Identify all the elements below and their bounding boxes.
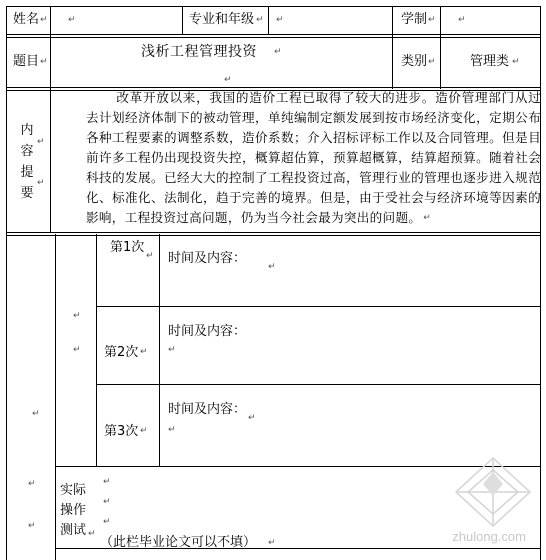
rule xyxy=(6,6,7,560)
building-logo-icon xyxy=(448,450,538,540)
paragraph-mark-icon: ↵ xyxy=(28,479,36,489)
paragraph-mark-icon: ↵ xyxy=(103,497,111,507)
practice-note: （此栏毕业论文可以不填） xyxy=(100,535,257,550)
paragraph-mark-icon: ↵ xyxy=(140,426,148,436)
paragraph-mark-icon: ↵ xyxy=(168,345,176,355)
topic-value[interactable]: 浅析工程管理投资 xyxy=(141,44,257,60)
session-3-label: 第3次 xyxy=(104,424,139,439)
paragraph-mark-icon: ↵ xyxy=(88,529,96,539)
system-field[interactable] xyxy=(441,7,540,34)
paragraph-mark-icon: ↵ xyxy=(428,15,436,25)
summary-text: 改革开放以来，我国的造价工程已取得了较大的进步。造价管理部门从过去计划经济体制下的被动管理，单纯编制定额发展到按市场经济变化，定期公布各种工程要素的调整系数，造价系数；介入招标评标工作以及合同管理。但是目前许多工程仍出现投资失控，概算超估算，预算超概算，结算超预算。随着社会科技的发展。已经大大的控制了工程投资过高，管理行业的管理也逐步进入规范化、标准化、法制化，趋于完善的境界。但是，由于受社会与经济环境等因素的影响，工程投资过高问题，仍为当今社会最为突出的问题。 xyxy=(86,90,541,225)
paragraph-mark-icon: ↵ xyxy=(168,425,176,435)
watermark-text: zhulong.com xyxy=(452,529,526,544)
paragraph-mark-icon: ↵ xyxy=(40,15,48,25)
paragraph-mark-icon: ↵ xyxy=(268,538,276,548)
session-3-content-label: 时间及内容： xyxy=(168,402,247,417)
paragraph-mark-icon: ↵ xyxy=(248,413,256,423)
paragraph-mark-icon: ↵ xyxy=(140,347,148,357)
rule xyxy=(50,6,51,232)
major-label: 专业和年级 xyxy=(189,12,255,27)
paragraph-mark-icon: ↵ xyxy=(73,345,81,355)
rule xyxy=(55,234,56,560)
paragraph-mark-icon: ↵ xyxy=(274,47,282,57)
session-2-content-label: 时间及内容： xyxy=(168,324,247,339)
session-1-label: 第1次 xyxy=(110,240,145,255)
name-field[interactable] xyxy=(51,7,182,34)
paragraph-mark-icon: ↵ xyxy=(276,15,284,25)
paragraph-mark-icon: ↵ xyxy=(40,57,48,67)
major-field[interactable] xyxy=(269,7,392,34)
paragraph-mark-icon: ↵ xyxy=(68,15,76,25)
paragraph-mark-icon: ↵ xyxy=(37,137,45,147)
paragraph-mark-icon: ↵ xyxy=(32,409,40,419)
paragraph-mark-icon: ↵ xyxy=(28,521,36,531)
paragraph-mark-icon: ↵ xyxy=(103,517,111,527)
practice-label-text: 实际操作测试 xyxy=(60,483,87,538)
paragraph-mark-icon: ↵ xyxy=(268,262,276,272)
rule xyxy=(6,34,540,38)
summary-label-text: 内容提要 xyxy=(20,123,34,201)
summary-label xyxy=(20,120,36,204)
rule xyxy=(182,6,183,34)
system-label: 学制 xyxy=(401,12,428,27)
category-label: 类别 xyxy=(401,54,428,69)
paragraph-mark-icon: ↵ xyxy=(458,15,466,25)
paragraph-mark-icon: ↵ xyxy=(256,15,264,25)
name-label: 姓名 xyxy=(13,12,40,27)
topic-label: 题目 xyxy=(13,54,40,69)
paragraph-mark-icon: ↵ xyxy=(423,213,432,223)
session-1-content-field[interactable] xyxy=(160,234,540,306)
rule xyxy=(392,6,393,89)
paragraph-mark-icon: ↵ xyxy=(512,57,520,67)
paragraph-mark-icon: ↵ xyxy=(73,311,81,321)
paragraph-mark-icon: ↵ xyxy=(37,178,45,188)
paragraph-mark-icon: ↵ xyxy=(224,75,232,85)
paragraph-mark-icon: ↵ xyxy=(146,251,154,261)
category-value[interactable]: 管理类 xyxy=(470,54,510,69)
session-2-content-field[interactable] xyxy=(160,307,540,384)
session-2-label: 第2次 xyxy=(104,345,139,360)
session-1-content-label: 时间及内容： xyxy=(168,251,247,266)
paragraph-mark-icon: ↵ xyxy=(428,57,436,67)
rule xyxy=(96,234,97,466)
paragraph-mark-icon: ↵ xyxy=(103,477,111,487)
summary-text-block xyxy=(86,88,541,228)
